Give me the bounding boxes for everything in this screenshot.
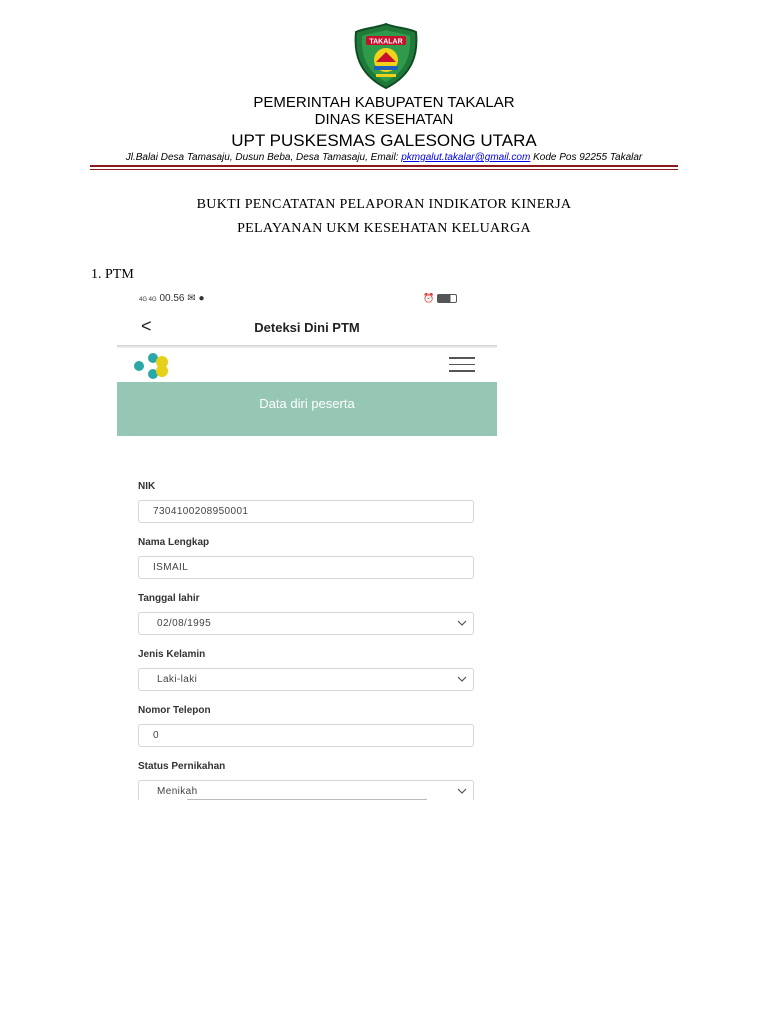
back-button[interactable]: < [141,316,152,336]
chevron-down-icon [457,787,467,795]
app-header [117,310,497,346]
nomor-telepon-value: 0 [153,730,159,741]
document-title-line1: BUKTI PENCATATAN PELAPORAN INDIKATOR KINERJA [196,197,572,212]
status-pernikahan-select[interactable] [138,780,474,800]
field-label-status-pernikahan: Status Pernikahan [138,761,226,772]
alarm-icon: ⏰ [423,293,435,303]
section-banner [117,382,497,436]
letterhead-department: DINAS KESEHATAN [314,111,454,128]
screenshot-cutoff-line [187,799,427,800]
hamburger-menu-icon[interactable] [449,357,475,373]
section-label: 1. PTM [91,267,134,282]
kemenkes-logo-icon[interactable] [131,352,175,380]
field-label-jenis-kelamin: Jenis Kelamin [138,649,206,660]
status-bar [117,288,497,310]
status-left [139,293,205,304]
letterhead-government: PEMERINTAH KABUPATEN TAKALAR [253,94,515,111]
signal-icon: 4G 4G [139,297,157,303]
address-prefix: Jl.Balai Desa Tamasaju, Dusun Beba, Desa Tamasaju, Email: [125,152,402,163]
mail-icon: ✉ [187,293,196,304]
field-label-nomor-telepon: Nomor Telepon [138,705,211,716]
banner-title: Data diri peserta [259,396,355,411]
status-time: 00.56 [159,293,185,304]
battery-icon [437,294,457,303]
nomor-telepon-input[interactable] [138,724,474,747]
jenis-kelamin-select[interactable] [138,668,474,691]
takalar-seal-logo [352,22,420,90]
field-label-nik: NIK [138,481,156,492]
header-divider-thick [90,165,678,167]
header-divider-thin [90,169,678,170]
messenger-icon: ● [198,293,205,304]
letterhead-address [0,152,768,163]
chevron-down-icon [457,619,467,627]
chevron-down-icon [457,675,467,683]
logo-text: TAKALAR [369,38,403,46]
email-link[interactable]: pkmgalut.takalar@gmail.com [401,152,531,163]
nik-value: 7304100208950001 [153,506,249,517]
status-right [423,293,457,304]
status-pernikahan-value: Menikah [157,786,198,797]
nama-value: ISMAIL [153,562,189,573]
tanggal-lahir-value: 02/08/1995 [157,618,212,629]
address-suffix: Kode Pos 92255 Takalar [530,152,643,163]
letterhead-institution: UPT PUSKESMAS GALESONG UTARA [231,131,537,150]
tanggal-lahir-select[interactable] [138,612,474,635]
app-title: Deteksi Dini PTM [254,320,360,335]
phone-screenshot [117,288,497,800]
field-label-nama: Nama Lengkap [138,537,210,548]
document-title-line2: PELAYANAN UKM KESEHATAN KELUARGA [237,221,531,236]
jenis-kelamin-value: Laki-laki [157,674,198,685]
app-navbar [117,348,497,382]
field-label-tanggal-lahir: Tanggal lahir [138,593,200,604]
nama-lengkap-input[interactable] [138,556,474,579]
nik-input[interactable] [138,500,474,523]
